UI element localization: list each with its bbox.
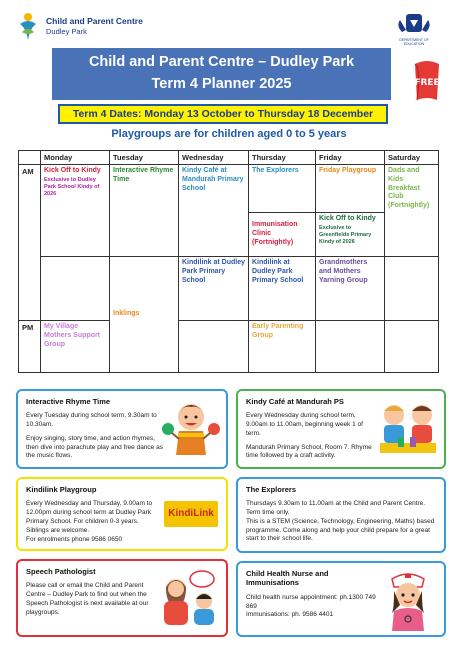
cell-thu-explorers: [249, 165, 316, 213]
event-kindy-cafe: Kindy Café at Mandurah Primary School: [182, 167, 244, 192]
children-craft-icon: [376, 401, 440, 459]
cell-sat-empty-am: [385, 257, 439, 321]
cell-tue-inklings: [110, 257, 179, 373]
pm-label: PM: [19, 321, 41, 373]
age-note: Playgroups are for children aged 0 to 5 years: [111, 128, 347, 140]
table-row: [19, 321, 439, 373]
event-rhyme-time: Interactive Rhyme Time: [113, 167, 174, 183]
nurse-icon: [380, 569, 436, 631]
event-early-parenting: Early Parenting Group: [252, 323, 304, 339]
card-title: Kindilink Playgroup: [26, 485, 97, 494]
card-title: Child Health Nurse and Immunisations: [246, 569, 329, 588]
card-explorers: [236, 477, 446, 553]
col-friday: Friday: [316, 151, 385, 165]
event-inklings: Inklings: [113, 310, 140, 318]
event-friday-playgroup: Friday Playgroup: [319, 167, 377, 174]
cell-tue-rhyme: [110, 165, 179, 257]
logo-title: Child and Parent Centre: [46, 16, 143, 26]
card-body: Thursdays 9.30am to 11.00am at the Child and Parent Centre. Term time only. This is a STEM (Science, Technology, Engineering, Maths) based programme. Come along and help your child prepare for a great start to their school life.: [246, 500, 435, 543]
cell-thu-immunisation: [249, 213, 316, 257]
title-banner: [52, 48, 391, 100]
event-kick-off-monday: Kick Off to Kindy Exclusive to Dudley Park School Kindy of 2026: [44, 167, 101, 197]
logo-subtitle: Dudley Park: [46, 27, 87, 36]
card-body: Child health nurse appointment: ph.1300 749 869 Immunisations: ph. 9586 4401: [246, 593, 376, 619]
card-body: Please call or email the Child and Parent Centre – Dudley Park to find out when the Speech Pathologist is next available at our playgroups.: [26, 582, 149, 616]
card-body: Every Wednesday and Thursday, 9.00am to 12.00pm during school term at Dudley Park Primary School. For children 0-3 years. Siblings are welcome. For enrolments phone 9586 0650: [26, 500, 153, 544]
col-wednesday: Wednesday: [179, 151, 249, 165]
col-monday: Monday: [41, 151, 110, 165]
free-badge-icon: [409, 58, 445, 102]
card-kindilink: [16, 477, 228, 551]
department-crest: [392, 12, 436, 46]
table-row: [19, 257, 439, 321]
card-speech-pathologist: [16, 559, 228, 637]
cell-mon-village: [41, 321, 110, 373]
card-title: Interactive Rhyme Time: [26, 397, 111, 406]
event-explorers: The Explorers: [252, 167, 299, 174]
centre-logo: [16, 12, 186, 44]
family-logo-icon: [16, 12, 40, 42]
card-child-health: [236, 561, 446, 637]
event-dads-breakfast: Dads and Kids Breakfast Club (Fortnightly): [388, 167, 430, 209]
event-kindilink-wednesday: Kindilink at Dudley Park Primary School: [182, 259, 246, 284]
table-header-row: [19, 151, 439, 165]
event-kick-off-friday: Kick Off to Kindy Exclusive to Greenfields Primary Kindy of 2026: [319, 215, 376, 245]
card-title: Kindy Café at Mandurah PS: [246, 397, 344, 406]
crest-icon: [392, 12, 436, 38]
page-title: Child and Parent Centre – Dudley Park: [88, 54, 355, 70]
child-maracas-icon: [162, 397, 220, 461]
term-dates: Term 4 Dates: Monday 13 October to Thursday 18 December: [58, 104, 388, 124]
cell-fri-kick: [316, 213, 385, 257]
col-tuesday: Tuesday: [110, 151, 179, 165]
card-title: The Explorers: [246, 485, 297, 494]
table-row: [19, 165, 439, 213]
page-subtitle: Term 4 Planner 2025: [151, 76, 292, 92]
corner-cell: [19, 151, 41, 165]
card-rhyme-time: [16, 389, 228, 469]
speech-therapy-icon: [156, 569, 220, 629]
cell-wed-cafe: [179, 165, 249, 257]
card-body: Every Wednesday during school term, 9.00am to 11.00am, beginning week 1 of term. Mandurah Primary School, Room 7. Rhyme time followed by a craft activity.: [246, 412, 372, 460]
card-title: Speech Pathologist: [26, 567, 96, 576]
cell-wed-kindilink: [179, 257, 249, 321]
cell-fri-empty-pm: [316, 321, 385, 373]
cell-mon-kick: [41, 165, 110, 257]
event-yarning-group: Grandmothers and Mothers Yarning Group: [319, 259, 368, 284]
cell-mon-empty: [41, 257, 110, 321]
event-kindilink-thursday: Kindilink at Dudley Park Primary School: [252, 259, 304, 284]
cell-wed-empty-pm: [179, 321, 249, 373]
cell-thu-early: [249, 321, 316, 373]
cell-thu-kindilink: [249, 257, 316, 321]
cell-sat-dads: [385, 165, 439, 257]
event-my-village: My Village Mothers Support Group: [44, 323, 100, 348]
weekly-planner-table: [18, 150, 439, 373]
cell-fri-grandmothers: [316, 257, 385, 321]
col-saturday: Saturday: [385, 151, 439, 165]
col-thursday: Thursday: [249, 151, 316, 165]
free-badge-text: FREE: [414, 78, 440, 88]
card-body: Every Tuesday during school term, 9.30am to 10.30am. Enjoy singing, story time, and action rhymes, then dive into parachute play and free dance as the music flows.: [26, 412, 163, 460]
crest-text: DEPARTMENT OF EDUCATION: [399, 38, 429, 46]
card-kindy-cafe: [236, 389, 446, 469]
cell-fri-playgroup: [316, 165, 385, 213]
kindilink-logo: KindiLink: [164, 501, 218, 527]
event-immunisation: Immunisation Clinic (Fortnightly): [252, 221, 298, 246]
am-label: AM: [19, 165, 41, 321]
cell-sat-empty-pm: [385, 321, 439, 373]
